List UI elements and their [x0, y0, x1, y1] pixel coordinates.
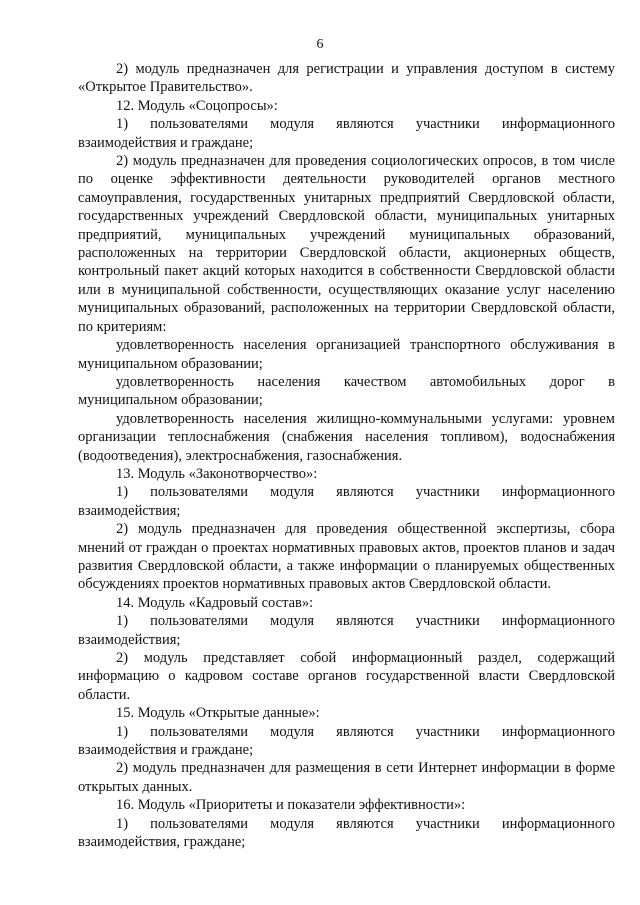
section-heading: 12. Модуль «Соцопросы»: — [116, 97, 278, 114]
paragraph: 1) пользователями модуля являются участники информационного взаимодействия и граждане; — [78, 116, 615, 151]
document-body — [78, 60, 615, 851]
paragraph: 1) пользователями модуля являются участники информационного взаимодействия; — [78, 484, 615, 519]
section-heading: 15. Модуль «Открытые данные»: — [116, 705, 320, 722]
paragraph: 1) пользователями модуля являются участники информационного взаимодействия и граждане; — [78, 723, 615, 759]
paragraph: удовлетворенность населения качеством автомобильных дорог в муниципальном образовании; — [78, 373, 615, 409]
section-heading: 13. Модуль «Законотворчество»: — [116, 465, 318, 482]
paragraph: 2) модуль предназначен для проведения социологических опросов, в том числе по оценке эффективности деятельности руководителей органов местного самоуправления, государственных унитарных предприятий Свердловской области, государственных учреждений Свердловской области, муниципальных унитарных предприятий, муниципальных учреждений муниципальных образований, расположенных на территории Свердловской области, акционерных обществ, контрольный пакет акций которых находится в собственности Свердловской области или в муниципальной собственности, осуществляющих оказание услуг населению муниципальных образований, расположенных на территории Свердловской области, по критериям: — [78, 153, 615, 335]
paragraph: удовлетворенность населения организацией транспортного обслуживания в муниципальном образовании; — [78, 337, 615, 372]
paragraph: 1) пользователями модуля являются участники информационного взаимодействия, граждане; — [78, 815, 615, 851]
section-heading: 16. Модуль «Приоритеты и показатели эффективности»: — [116, 797, 466, 814]
paragraph: 2) модуль предназначен для проведения общественной экспертизы, сбора мнений от граждан о проектах нормативных правовых актов, проектов планов и задач развития Свердловской области, а также информации о планируемых общественных обсуждениях проектов нормативных правовых актов Свердловской области. — [78, 521, 615, 593]
section-heading: 14. Модуль «Кадровый состав»: — [116, 594, 314, 611]
paragraph: удовлетворенность населения жилищно-коммунальными услугами: уровнем организации теплоснабжения (снабжения населения топливом), водоснабжения (водоотведения), электроснабжения, газоснабжения. — [78, 410, 615, 464]
paragraph: 2) модуль представляет собой информационный раздел, содержащий информацию о кадровом составе органов государственной власти Свердловской области. — [78, 650, 615, 703]
paragraph: 2) модуль предназначен для размещения в сети Интернет информации в форме открытых данных. — [78, 760, 615, 795]
paragraph: 1) пользователями модуля являются участники информационного взаимодействия; — [78, 613, 615, 648]
paragraph: 2) модуль предназначен для регистрации и управления доступом в систему «Открытое Правительство». — [78, 61, 615, 96]
page-number: 6 — [316, 37, 324, 52]
